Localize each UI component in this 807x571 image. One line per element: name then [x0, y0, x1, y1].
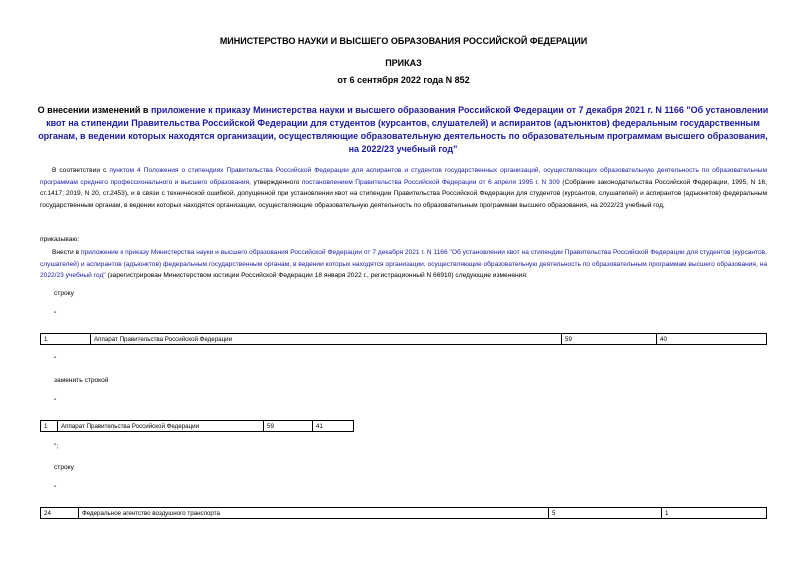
table-row-new [40, 420, 354, 432]
title-prefix: О внесении изменений в [37, 105, 151, 115]
table-row [41, 508, 767, 519]
preamble-paragraph [40, 165, 767, 211]
cell-name: Аппарат Правительства Российской Федерации [91, 334, 562, 345]
table-row-old [40, 333, 767, 345]
cell-value-2: 40 [657, 334, 767, 345]
cell-name: Аппарат Правительства Российской Федерации [58, 421, 264, 432]
prikazyvayu-text: приказываю: [40, 236, 80, 243]
label-stroku-2: строку [54, 464, 74, 471]
cell-value-2: 1 [662, 508, 767, 519]
quote-close-2: "; [54, 443, 59, 450]
body-link-1[interactable]: приложение к приказу Министерства науки и высшего образования Российской Федерации от 7 декабря 2021 г. N 1166 "Об установлении квот на стипендии Правительства Российской Федерации для студентов (курсантов, слушателей) и аспирантов (адъюнктов) федеральным государственным органам, в ведении которых находятся организации, осуществляющие образовательную деятельность по образовательным программам высшего образования, на 2022/23 учебный год" [40, 249, 767, 280]
preamble-text-2: , утвержденного [249, 178, 302, 186]
title-link[interactable]: приложение к приказу Министерства науки и высшего образования Российской Федерации от 7 декабря 2021 г. N 1166 "Об установлении квот на стипендии Правительства Российской Федерации для студентов (курсантов, слушателей) и аспирантов (адъюнктов) федеральным государственным органам, в ведении которых находятся организации, осуществляющие образовательную деятельность по образовательным программам высшего образования, на 2022/23 учебный год" [38, 105, 769, 154]
doc-type-heading: ПРИКАЗ [385, 58, 422, 68]
body-text-1: Внести в [52, 249, 81, 256]
table-row [41, 334, 767, 345]
table-row [41, 421, 354, 432]
date-number-heading: от 6 сентября 2022 года N 852 [337, 75, 470, 85]
body-text-2: (зарегистрирован Министерством юстиции Российской Федерации 18 января 2022 г., регистрационный N 66910) следующие изменения: [105, 272, 528, 280]
cell-num: 1 [41, 334, 91, 345]
quote-open-1: " [54, 311, 57, 318]
preamble-text-1: В соответствии с [52, 167, 110, 174]
label-zamenit: заменить строкой [54, 377, 109, 384]
preamble-text-3: (Собрание законодательства Российской Федерации, 1995, N 16, ст.1417; 2019, N 20, ст.2453), и в связи с технической ошибкой, допущенной при установлении квот на стипендии Правительства Российской Федерации для студентов (курсантов, слушателей) и аспирантов (адъюнктов) федеральным государственным органам, в ведении которых находятся организации, осуществляющие образовательную деятельность по образовательным программам высшего образования, на 2022/23 учебный год, [40, 178, 768, 209]
quote-close-1: " [54, 356, 57, 363]
cell-value-1: 59 [264, 421, 313, 432]
cell-num: 1 [41, 421, 58, 432]
document-title [36, 104, 770, 156]
preamble-link-1[interactable]: пунктом 4 Положения о стипендиях Правительства Российской Федерации для аспирантов и студентов государственных организаций, осуществляющих образовательную деятельность по образовательным программам среднего профессионального и высшего образования [40, 167, 767, 186]
table-row-aviation [40, 507, 767, 519]
cell-value-1: 59 [562, 334, 657, 345]
cell-value-2: 41 [313, 421, 354, 432]
cell-num: 24 [41, 508, 79, 519]
quote-open-2: " [54, 398, 57, 405]
quote-open-3: " [54, 485, 57, 492]
ministry-heading: МИНИСТЕРСТВО НАУКИ И ВЫСШЕГО ОБРАЗОВАНИЯ РОССИЙСКОЙ ФЕДЕРАЦИИ [219, 36, 588, 46]
body-paragraph [40, 247, 767, 282]
label-stroku-1: строку [54, 290, 74, 297]
cell-name: Федеральное агентство воздушного транспорта [79, 508, 549, 519]
preamble-link-2[interactable]: постановлением Правительства Российской Федерации от 6 апреля 1995 г. N 309 [301, 178, 560, 186]
cell-value-1: 5 [549, 508, 662, 519]
